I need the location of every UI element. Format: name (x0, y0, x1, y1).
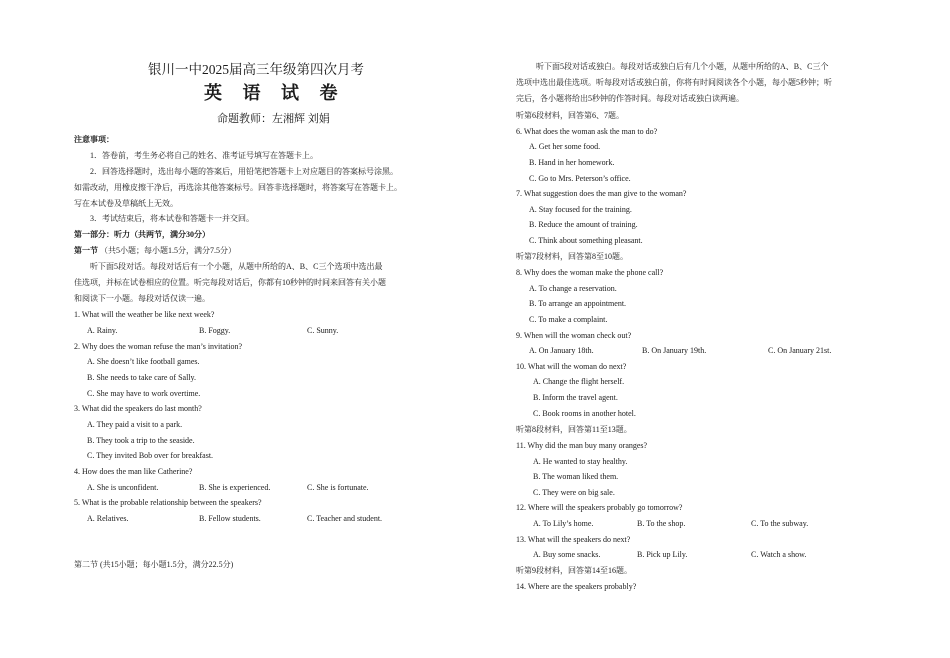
option-c: C. They invited Bob over for breakfast. (87, 451, 214, 460)
option-a: A. She is unconfident. (87, 483, 159, 492)
question-13: 13. What will the speakers do next? (516, 535, 631, 544)
question-10: 10. What will the woman do next? (516, 362, 627, 371)
option-c: C. To make a complaint. (529, 315, 608, 324)
option-c: C. Teacher and student. (307, 514, 383, 523)
question-2: 2. Why does the woman refuse the man’s invitation? (74, 342, 243, 351)
note-2: 2．回答选择题时，选出每小题的答案后，用铅笔把答题卡上对应题目的答案标号涂黑。 (90, 167, 398, 176)
section1-instructions: 听下面5段对话。每段对话后有一个小题，从题中所给的A、B、C三个选项中选出最 (90, 262, 383, 271)
section1-info: （共5小题；每小题1.5分，满分7.5分） (100, 246, 236, 255)
right-instructions-cont: 选项中选出最佳选项。听每段对话或独白前，你将有时间阅读各个小题，每小题5秒钟；听 (516, 78, 832, 87)
option-b: B. To the shop. (637, 519, 686, 528)
option-b: B. Fellow students. (199, 514, 261, 523)
option-a: A. Get her some food. (529, 142, 601, 151)
option-c: C. Book rooms in another hotel. (533, 409, 636, 418)
option-c: C. Sunny. (307, 326, 339, 335)
right-instructions: 听下面5段对话或独白。每段对话或独白后有几个小题，从题中所给的A、B、C三个 (536, 62, 829, 71)
question-11: 11. Why did the man buy many oranges? (516, 441, 648, 450)
question-1: 1. What will the weather be like next week? (74, 310, 215, 319)
option-c: C. Go to Mrs. Peterson’s office. (529, 174, 631, 183)
note-3: 3．考试结束后，将本试卷和答题卡一并交回。 (90, 214, 254, 223)
material-7-label: 听第7段材料，回答第8至10题。 (516, 252, 628, 261)
material-6-label: 听第6段材料，回答第6、7题。 (516, 111, 624, 120)
note-2-cont2: 写在本试卷及草稿纸上无效。 (74, 199, 178, 208)
section1-line (74, 246, 236, 256)
option-b: B. Reduce the amount of training. (529, 220, 638, 229)
option-c: C. Watch a show. (751, 550, 807, 559)
option-a: A. To change a reservation. (529, 284, 617, 293)
question-4: 4. How does the man like Catherine? (74, 467, 193, 476)
option-b: B. Pick up Lily. (637, 550, 688, 559)
option-a: A. Rainy. (87, 326, 118, 335)
option-b: B. Hand in her homework. (529, 158, 615, 167)
question-12: 12. Where will the speakers probably go tomorrow? (516, 503, 683, 512)
option-a: A. She doesn’t like football games. (87, 357, 200, 366)
option-c: C. She may have to work overtime. (87, 389, 201, 398)
teachers-line: 命题教师：左湘辉 刘娟 (217, 113, 330, 125)
note-1: 1．答卷前，考生务必将自己的姓名、准考证号填写在答题卡上。 (90, 151, 318, 160)
question-5: 5. What is the probable relationship between the speakers? (74, 498, 262, 507)
option-a: A. Buy some snacks. (533, 550, 601, 559)
subject-title: 英 语 试 卷 (204, 83, 346, 103)
option-a: A. On January 18th. (529, 346, 594, 355)
section1-instructions-cont: 佳选项，并标在试卷相应的位置。听完每段对话后，你都有10秒钟的时间来回答有关小题 (74, 278, 386, 287)
option-b: B. She is experienced. (199, 483, 271, 492)
material-9-label: 听第9段材料，回答第14至16题。 (516, 566, 632, 575)
question-7: 7. What suggestion does the man give to the woman? (516, 189, 687, 198)
question-6: 6. What does the woman ask the man to do? (516, 127, 658, 136)
option-c: C. To the subway. (751, 519, 809, 528)
note-2-cont: 如需改动，用橡皮擦干净后，再选涂其他答案标号。回答非选择题时，将答案写在答题卡上。 (74, 183, 402, 192)
option-b: B. Inform the travel agent. (533, 393, 618, 402)
option-b: B. She needs to take care of Sally. (87, 373, 197, 382)
option-b: B. They took a trip to the seaside. (87, 436, 195, 445)
section2-heading: 第二节 (共15小题；每小题1.5分，满分22.5分) (74, 560, 234, 569)
option-b: B. To arrange an appointment. (529, 299, 627, 308)
option-a: A. He wanted to stay healthy. (533, 457, 628, 466)
question-3: 3. What did the speakers do last month? (74, 404, 202, 413)
question-14: 14. Where are the speakers probably? (516, 582, 637, 591)
option-a: A. Relatives. (87, 514, 129, 523)
part1-heading: 第一部分：听力（共两节，满分30分） (74, 230, 210, 239)
option-b: B. The woman liked them. (533, 472, 619, 481)
option-b: B. On January 19th. (642, 346, 707, 355)
option-a: A. Change the flight herself. (533, 377, 625, 386)
option-c: C. Think about something pleasant. (529, 236, 643, 245)
option-b: B. Foggy. (199, 326, 231, 335)
question-9: 9. When will the woman check out? (516, 331, 632, 340)
notes-heading: 注意事项： (74, 135, 114, 144)
material-8-label: 听第8段材料，回答第11至13题。 (516, 425, 632, 434)
section1-label: 第一节 (74, 246, 98, 255)
option-a: A. To Lily’s home. (533, 519, 594, 528)
option-c: C. They were on big sale. (533, 488, 615, 497)
exam-title: 银川一中2025届高三年级第四次月考 (148, 62, 364, 77)
section1-instructions-cont2: 和阅读下一小题。每段对话仅读一遍。 (74, 294, 210, 303)
option-a: A. Stay focused for the training. (529, 205, 632, 214)
option-c: C. She is fortunate. (307, 483, 369, 492)
option-c: C. On January 21st. (768, 346, 832, 355)
question-8: 8. Why does the woman make the phone call? (516, 268, 664, 277)
option-a: A. They paid a visit to a park. (87, 420, 183, 429)
right-instructions-cont2: 完后，各小题将给出5秒钟的作答时间。每段对话或独白读两遍。 (516, 94, 744, 103)
